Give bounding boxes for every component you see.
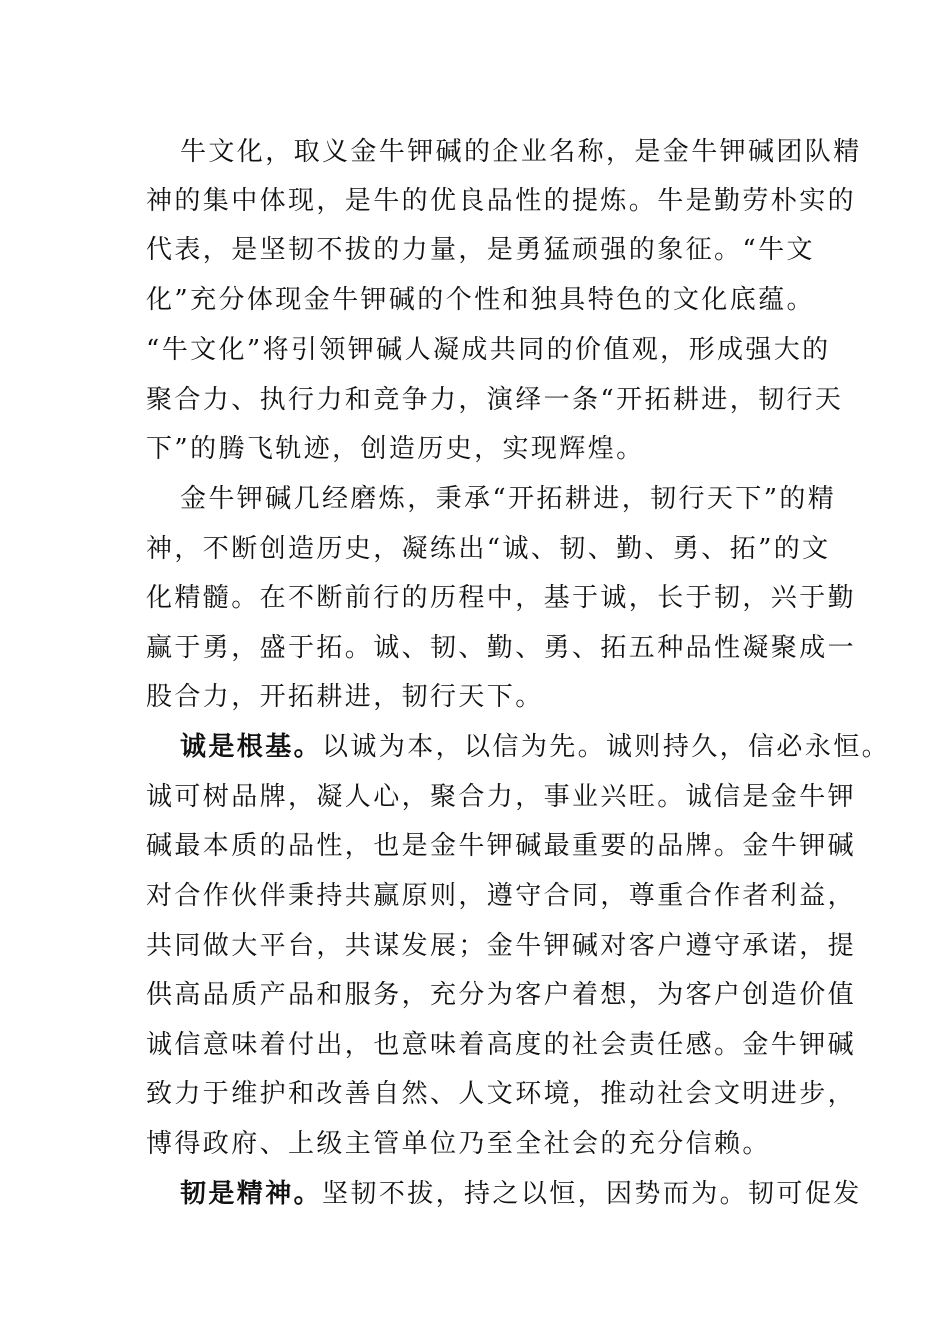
paragraph-lead-heading: 韧是精神。 (180, 1179, 323, 1209)
paragraph-line: 牛文化，取义金牛钾碱的企业名称，是金牛钾碱团队精 (180, 137, 862, 167)
paragraph-line: 化精髓。在不断前行的历程中，基于诚，长于韧，兴于勤 (146, 583, 857, 613)
paragraph-line: 共同做大平台，共谋发展；金牛钾碱对客户遵守承诺，提 (146, 931, 857, 961)
paragraph-line: 下”的腾飞轨迹，创造历史，实现辉煌。 (146, 434, 645, 464)
paragraph-line: 碱最本质的品性，也是金牛钾碱最重要的品牌。金牛钾碱 (146, 831, 857, 861)
paragraph-line: 代表，是坚韧不拔的力量，是勇猛顽强的象征。“牛文 (146, 235, 815, 265)
paragraph-line: 诚信意味着付出，也意味着高度的社会责任感。金牛钾碱 (146, 1030, 857, 1060)
paragraph-line: 对合作伙伴秉持共赢原则，遵守合同，尊重合作者利益， (146, 881, 857, 911)
paragraph-lead-heading: 诚是根基。 (180, 732, 323, 762)
paragraph-line: 化”充分体现金牛钾碱的个性和独具特色的文化底蕴。 (146, 285, 815, 315)
paragraph-line: 博得政府、上级主管单位乃至全社会的充分信赖。 (146, 1129, 771, 1159)
paragraph-first-line (180, 1178, 862, 1210)
paragraph-first-line (180, 731, 890, 763)
paragraph-line-text: 以诚为本，以信为先。诚则持久，信必永恒。 (322, 732, 891, 762)
paragraph-line: 诚可树品牌，凝人心，聚合力，事业兴旺。诚信是金牛钾 (146, 782, 857, 812)
paragraph-line: 金牛钾碱几经磨炼，秉承“开拓耕进，韧行天下”的精 (180, 484, 837, 514)
paragraph-line: 致力于维护和改善自然、人文环境，推动社会文明进步， (146, 1079, 857, 1109)
paragraph-line-text: 坚韧不拔，持之以恒，因势而为。韧可促发 (322, 1179, 862, 1209)
paragraph-line: 神的集中体现，是牛的优良品性的提炼。牛是勤劳朴实的 (146, 186, 857, 216)
paragraph-line: 聚合力、执行力和竞争力，演绎一条“开拓耕进，韧行天 (146, 385, 844, 415)
paragraph-line: 神，不断创造历史，凝练出“诚、韧、勤、勇、拓”的文 (146, 534, 831, 564)
paragraph-line: 赢于勇，盛于拓。诚、韧、勤、勇、拓五种品性凝聚成一 (146, 633, 857, 663)
paragraph-line: 供高品质产品和服务，充分为客户着想，为客户创造价值 (146, 980, 857, 1010)
paragraph-line: 股合力，开拓耕进，韧行天下。 (146, 682, 544, 712)
paragraph-line: “牛文化”将引领钾碱人凝成共同的价值观，形成强大的 (146, 335, 831, 365)
